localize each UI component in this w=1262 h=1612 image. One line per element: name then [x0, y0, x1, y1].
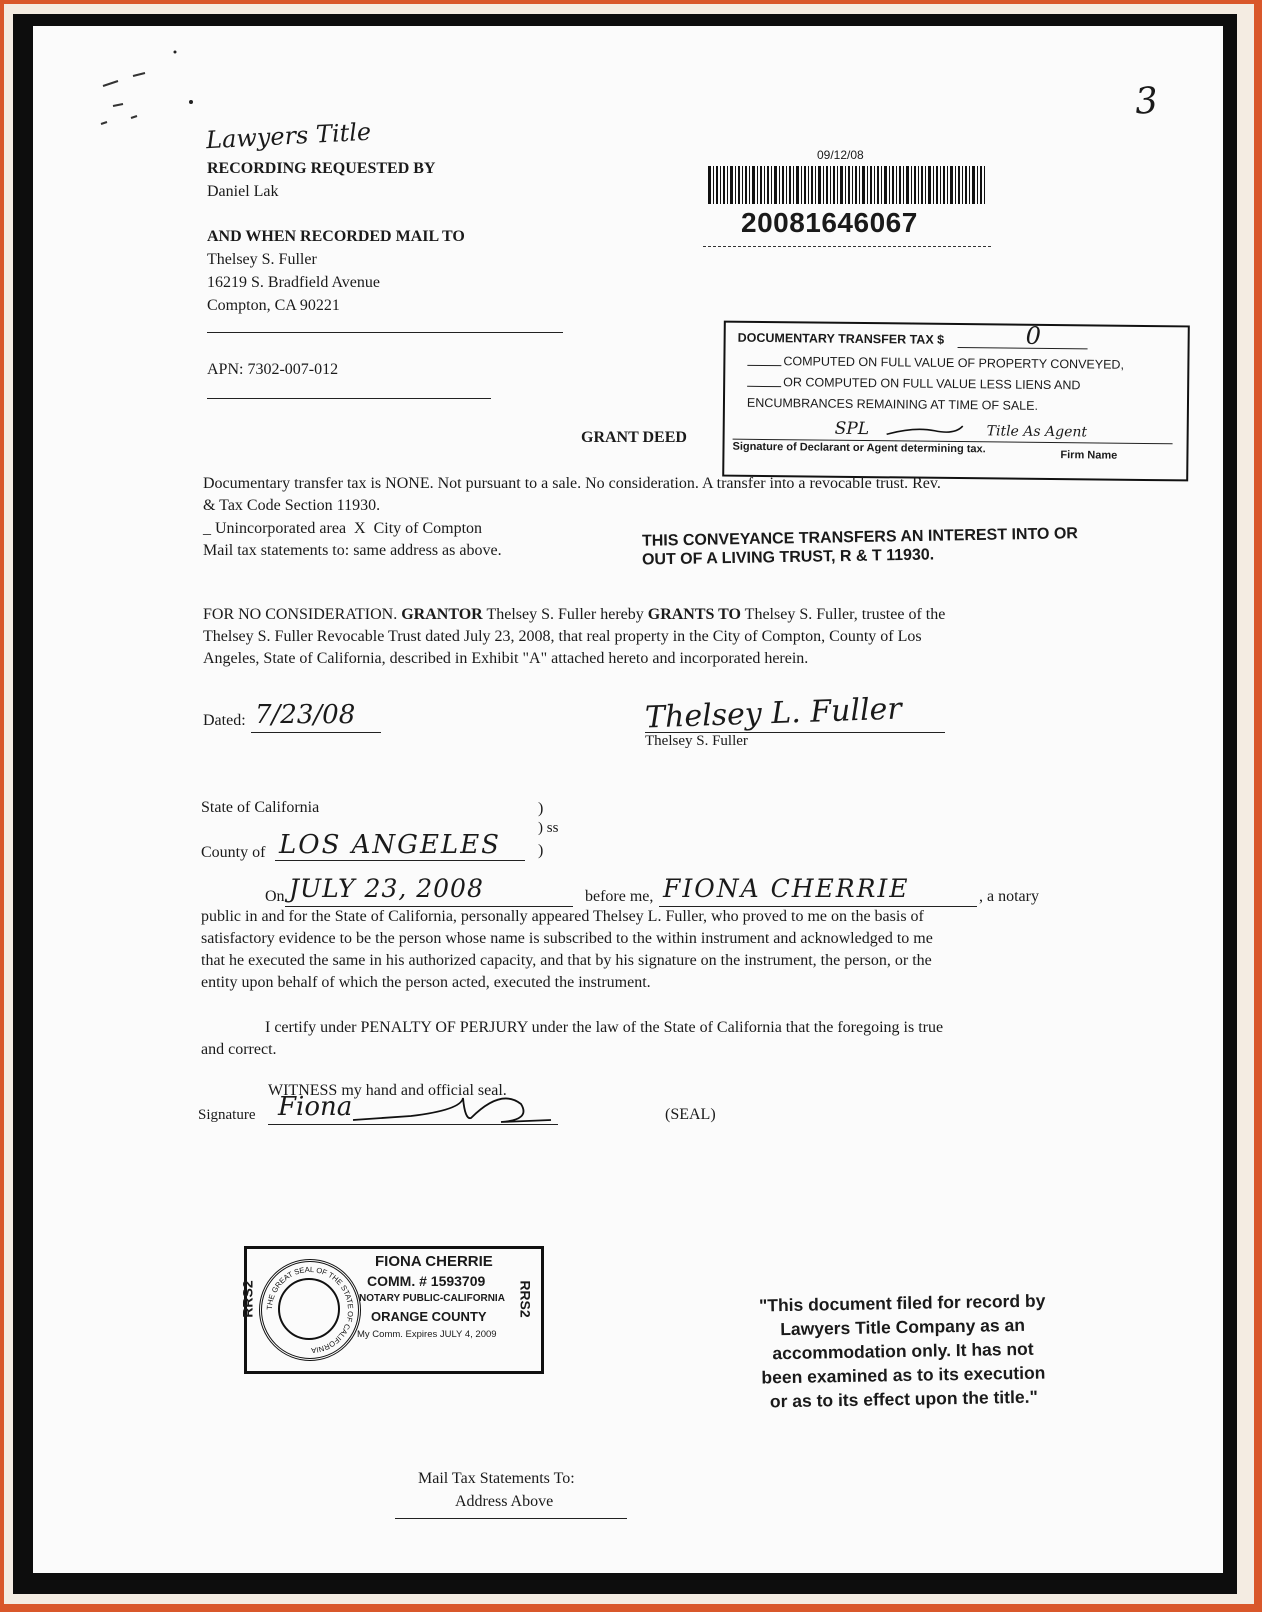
document-page: [33, 26, 1223, 1573]
mail-to-street: 16219 S. Bradfield Avenue: [207, 274, 381, 291]
notary-body-line3: that he executed the same in his authorized capacity, and that by his signature on the instrument, the person, or the: [201, 952, 932, 969]
recording-requested-label: RECORDING REQUESTED BY: [207, 160, 436, 177]
california-seal: [259, 1259, 361, 1361]
county-rule: [275, 860, 525, 861]
apn: APN: 7302-007-012: [207, 361, 339, 378]
stamp-public: NOTARY PUBLIC-CALIFORNIA: [359, 1293, 505, 1304]
lawyers-title-notice: [712, 1288, 1094, 1415]
seal-ring-text: [262, 1262, 358, 1358]
tax-box-footer-right: Firm Name: [1060, 449, 1118, 462]
on-label: On: [265, 888, 285, 905]
tax-box-line3: OR COMPUTED ON FULL VALUE LESS LIENS AND: [783, 375, 1081, 393]
certify-line1: I certify under PENALTY OF PERJURY under the law of the State of California that the foregoing is true: [265, 1019, 944, 1036]
notary-signature: Fiona: [278, 1092, 353, 1122]
area-line: _ Unincorporated area X City of Compton: [203, 520, 483, 537]
tax-amount-rule: [958, 347, 1088, 349]
barcode: [706, 166, 990, 206]
requested-by-name: Daniel Lak: [207, 183, 279, 200]
grantee-text: Thelsey S. Fuller, trustee of the: [740, 606, 946, 623]
notice-line3: accommodation only. It has not: [772, 1338, 1034, 1364]
handwritten-title: Lawyers Title: [205, 117, 372, 155]
notice-line1: "This document filed for record by: [758, 1290, 1046, 1316]
notice-line5: or as to its effect upon the title.": [769, 1386, 1038, 1412]
tax-amount: 0: [1025, 321, 1042, 350]
documentary-tax-box: [722, 321, 1190, 482]
tax-box-line2: COMPUTED ON FULL VALUE OF PROPERTY CONVEYED,: [783, 354, 1125, 372]
notary-body-line4: entity upon behalf of which the person acted, executed the instrument.: [201, 974, 651, 991]
grants-label: GRANTS TO: [647, 606, 741, 623]
seal-label: (SEAL): [665, 1106, 716, 1123]
county-label: County of: [201, 844, 266, 861]
stamp-county: ORANGE COUNTY: [371, 1309, 487, 1324]
svg-text:THE GREAT SEAL OF THE STATE OF: THE GREAT SEAL OF THE STATE OF CALIFORNIA: [264, 1264, 356, 1356]
grantor-signature: Thelsey L. Fuller: [644, 691, 903, 736]
barcode-date: 09/12/08: [817, 148, 864, 162]
dated-label: Dated:: [203, 712, 246, 729]
grant-prefix: FOR NO CONSIDERATION.: [203, 606, 402, 623]
grantor-text: Thelsey S. Fuller hereby: [482, 606, 648, 623]
footer-line1: Mail Tax Statements To:: [418, 1470, 575, 1487]
tax-check-rule-1: [747, 365, 781, 366]
notary-body-line2: satisfactory evidence to be the person whose name is subscribed to the within instrument and acknowledged to me: [201, 930, 933, 947]
notice-line4: been examined as to its execution: [761, 1362, 1046, 1388]
tax-statement-line2: & Tax Code Section 11930.: [203, 497, 381, 514]
tax-box-signature: SPL: [834, 418, 870, 440]
stamp-expires: My Comm. Expires JULY 4, 2009: [357, 1329, 497, 1340]
tax-signature-stroke: [885, 422, 965, 441]
notary-suffix: , a notary: [979, 888, 1039, 905]
state-label: State of California: [201, 799, 320, 816]
page-number: 3: [1133, 80, 1160, 123]
tax-box-line4: ENCUMBRANCES REMAINING AT TIME OF SALE.: [746, 395, 1039, 413]
grantor-label: GRANTOR: [401, 606, 483, 623]
footer-rule: [395, 1518, 627, 1519]
mail-to-name: Thelsey S. Fuller: [207, 251, 317, 268]
apn-rule: [207, 398, 491, 399]
tax-box-firm-signature: Title As Agent: [986, 423, 1088, 441]
footer-line2: Address Above: [455, 1493, 554, 1510]
stamp-comm: COMM. # 1593709: [367, 1273, 486, 1289]
before-me: before me,: [585, 888, 654, 905]
stamp-side-left: RRS2: [239, 1280, 256, 1318]
notary-stamp: [239, 1246, 544, 1374]
notary-body-line1: public in and for the State of California, personally appeared Thelsey L. Fuller, who proved to me on the basis of: [201, 908, 924, 925]
grant-paragraph-line1: [203, 604, 945, 626]
tax-box-footer-left: Signature of Declarant or Agent determining tax.: [732, 440, 986, 456]
dated-value: 7/23/08: [255, 700, 356, 730]
tax-box-line1: DOCUMENTARY TRANSFER TAX $: [737, 330, 945, 347]
county-value: LOS ANGELES: [279, 830, 501, 860]
on-date: JULY 23, 2008: [289, 874, 484, 903]
notice-line2: Lawyers Title Company as an: [780, 1314, 1026, 1340]
mail-to-city: Compton, CA 90221: [207, 297, 340, 314]
mail-to-label: AND WHEN RECORDED MAIL TO: [207, 228, 465, 245]
notary-name-handwritten: FIONA CHERRIE: [663, 874, 910, 903]
paren-1: ): [538, 800, 544, 817]
signature-label: Signature: [198, 1107, 256, 1123]
scan-specks: [93, 46, 213, 136]
tax-check-rule-2: [747, 386, 781, 387]
mail-tax-line: Mail tax statements to: same address as above.: [203, 542, 502, 559]
conveyance-stamp-line2: OUT OF A LIVING TRUST, R & T 11930.: [641, 546, 935, 569]
grant-deed-title: GRANT DEED: [581, 429, 687, 446]
notary-signature-rule: [268, 1124, 558, 1125]
signer-name: Thelsey S. Fuller: [645, 733, 748, 749]
address-rule: [207, 332, 563, 333]
stamp-side-right: RRS2: [517, 1280, 534, 1318]
tax-statement-line1: Documentary transfer tax is NONE. Not pursuant to a sale. No consideration. A transfer into a revocable trust. Rev.: [203, 475, 941, 492]
grant-paragraph-line2: Thelsey S. Fuller Revocable Trust dated July 23, 2008, that real property in the City of Compton, County of Los: [203, 628, 922, 645]
certify-line2: and correct.: [201, 1041, 277, 1058]
witness-line: WITNESS my hand and official seal.: [268, 1082, 507, 1099]
ss-label: ) ss: [538, 820, 559, 836]
barcode-rule: [703, 246, 991, 247]
stamp-name: FIONA CHERRIE: [375, 1253, 493, 1270]
grant-paragraph-line3: Angeles, State of California, described in Exhibit "A" attached hereto and incorporated herein.: [203, 650, 809, 667]
barcode-number: 20081646067: [741, 207, 918, 238]
conveyance-stamp-line1: THIS CONVEYANCE TRANSFERS AN INTEREST INTO OR: [641, 525, 1079, 550]
paren-3: ): [538, 842, 544, 859]
dated-rule: [251, 732, 381, 733]
